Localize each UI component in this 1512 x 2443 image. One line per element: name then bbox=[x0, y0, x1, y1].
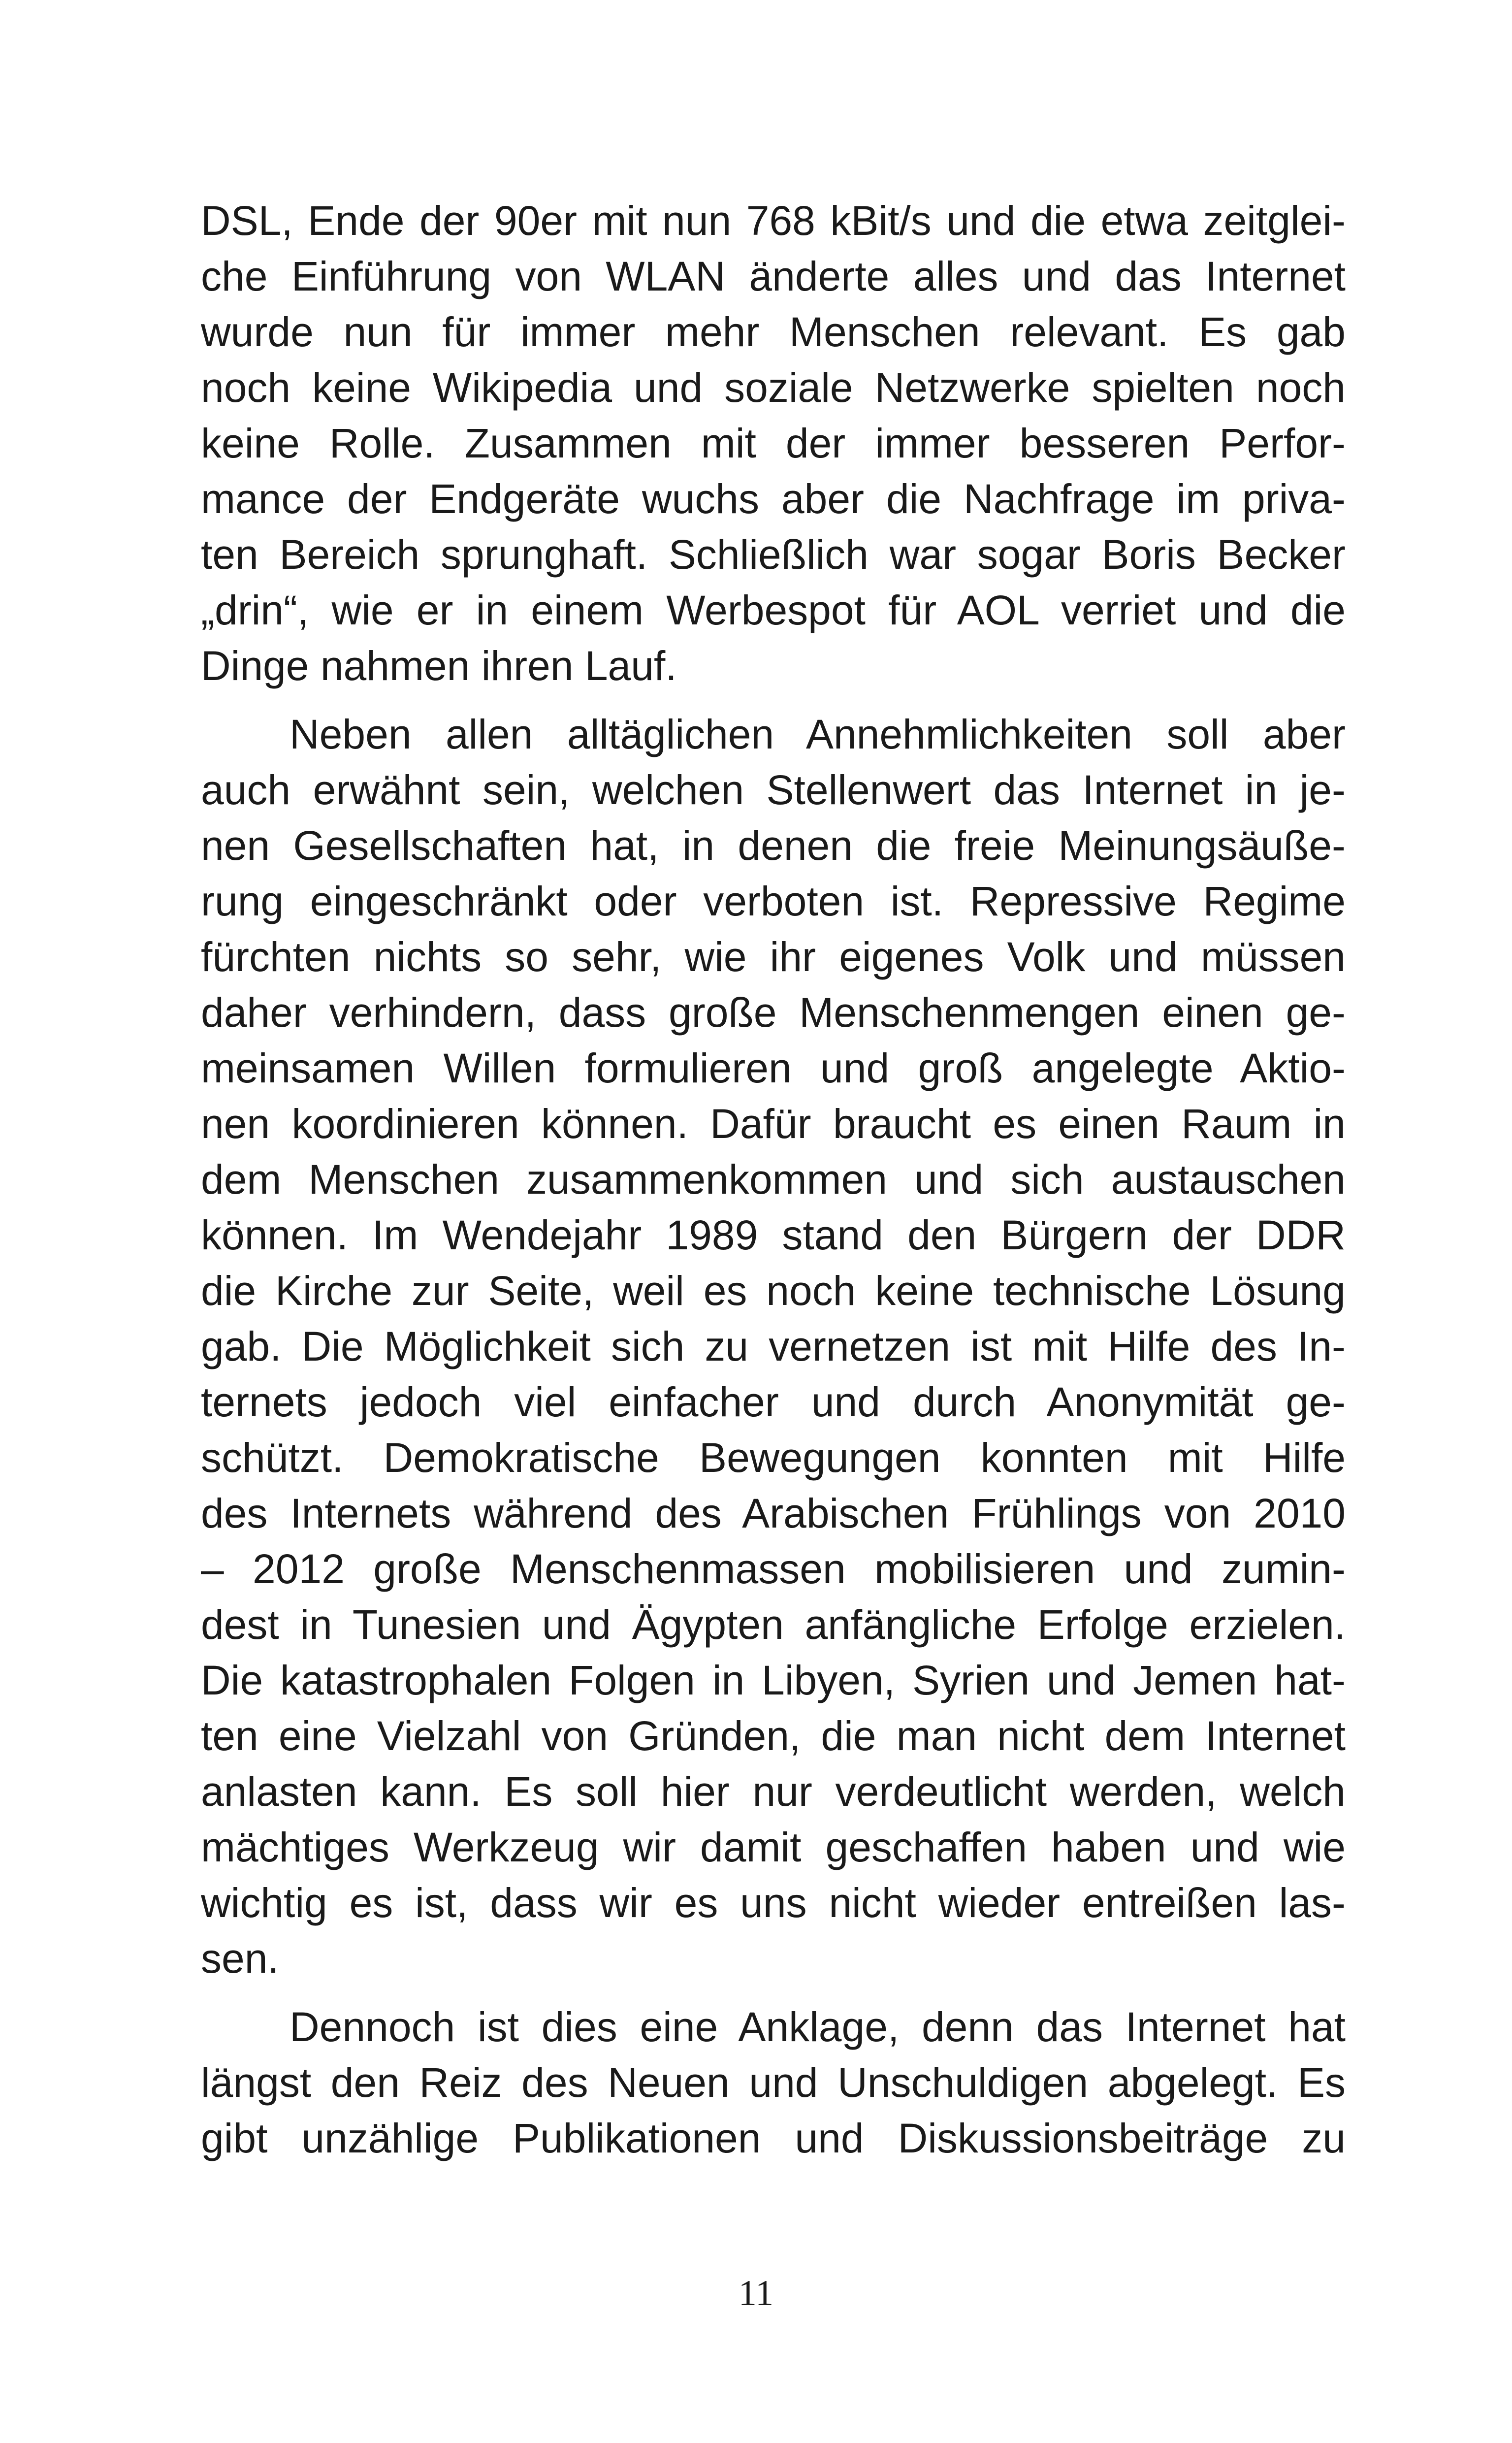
text-line: dem Menschen zusammenkommen und sich austauschen bbox=[201, 1156, 1346, 1203]
text-line: „drin“, wie er in einem Werbespot für AOL verriet und die bbox=[201, 587, 1346, 633]
text-line: meinsamen Willen formulieren und groß angelegte Aktio- bbox=[201, 1045, 1346, 1091]
text-line: Die katastrophalen Folgen in Libyen, Syrien und Jemen hat- bbox=[201, 1657, 1346, 1703]
text-line: che Einführung von WLAN änderte alles und das Internet bbox=[201, 253, 1346, 299]
text-line: Neben allen alltäglichen Annehmlichkeiten soll aber bbox=[290, 711, 1346, 757]
text-line: die Kirche zur Seite, weil es noch keine technische Lösung bbox=[201, 1268, 1346, 1314]
text-line: keine Rolle. Zusammen mit der immer besseren Perfor- bbox=[201, 420, 1346, 466]
text-line: noch keine Wikipedia und soziale Netzwerke spielten noch bbox=[201, 364, 1346, 411]
body-text bbox=[201, 193, 1346, 2166]
text-line: mance der Endgeräte wuchs aber die Nachfrage im priva- bbox=[201, 476, 1346, 522]
text-line: ternets jedoch viel einfacher und durch Anonymität ge- bbox=[201, 1379, 1346, 1425]
text-line: dest in Tunesien und Ägypten anfängliche Erfolge erzielen. bbox=[201, 1601, 1346, 1648]
text-line: können. Im Wendejahr 1989 stand den Bürgern der DDR bbox=[201, 1212, 1346, 1258]
text-line: gibt unzählige Publikationen und Diskussionsbeiträge zu bbox=[201, 2115, 1346, 2161]
text-line: wurde nun für immer mehr Menschen relevant. Es gab bbox=[201, 309, 1346, 355]
text-line: gab. Die Möglichkeit sich zu vernetzen ist mit Hilfe des In- bbox=[201, 1323, 1346, 1369]
text-line: nen Gesellschaften hat, in denen die freie Meinungsäuße- bbox=[201, 822, 1346, 869]
text-line: – 2012 große Menschenmassen mobilisieren und zumin- bbox=[201, 1546, 1346, 1592]
paragraph-3 bbox=[201, 1999, 1346, 2166]
page-number: 11 bbox=[738, 2273, 774, 2313]
text-line: wichtig es ist, dass wir es uns nicht wieder entreißen las- bbox=[201, 1880, 1346, 1926]
text-line: fürchten nichts so sehr, wie ihr eigenes Volk und müssen bbox=[201, 934, 1346, 980]
text-line: Dennoch ist dies eine Anklage, denn das Internet hat bbox=[290, 2004, 1346, 2050]
text-line: Dinge nahmen ihren Lauf. bbox=[201, 643, 677, 689]
text-line: mächtiges Werkzeug wir damit geschaffen haben und wie bbox=[201, 1824, 1346, 1870]
text-line: anlasten kann. Es soll hier nur verdeutlicht werden, welch bbox=[201, 1768, 1346, 1815]
text-line: rung eingeschränkt oder verboten ist. Repressive Regime bbox=[201, 878, 1346, 924]
text-line: längst den Reiz des Neuen und Unschuldigen abgelegt. Es bbox=[201, 2059, 1346, 2106]
paragraph-1 bbox=[201, 193, 1346, 694]
text-line: des Internets während des Arabischen Frühlings von 2010 bbox=[201, 1490, 1346, 1536]
text-line: schützt. Demokratische Bewegungen konnten mit Hilfe bbox=[201, 1434, 1346, 1481]
paragraph-2 bbox=[201, 707, 1346, 1987]
text-line: daher verhindern, dass große Menschenmengen einen ge- bbox=[201, 989, 1346, 1036]
text-line: sen. bbox=[201, 1935, 279, 1982]
text-line: ten eine Vielzahl von Gründen, die man nicht dem Internet bbox=[201, 1713, 1346, 1759]
text-line: nen koordinieren können. Dafür braucht es einen Raum in bbox=[201, 1101, 1346, 1147]
text-line: auch erwähnt sein, welchen Stellenwert das Internet in je- bbox=[201, 767, 1346, 813]
text-line: DSL, Ende der 90er mit nun 768 kBit/s und die etwa zeitglei- bbox=[201, 197, 1346, 244]
text-line: ten Bereich sprunghaft. Schließlich war sogar Boris Becker bbox=[201, 531, 1346, 578]
